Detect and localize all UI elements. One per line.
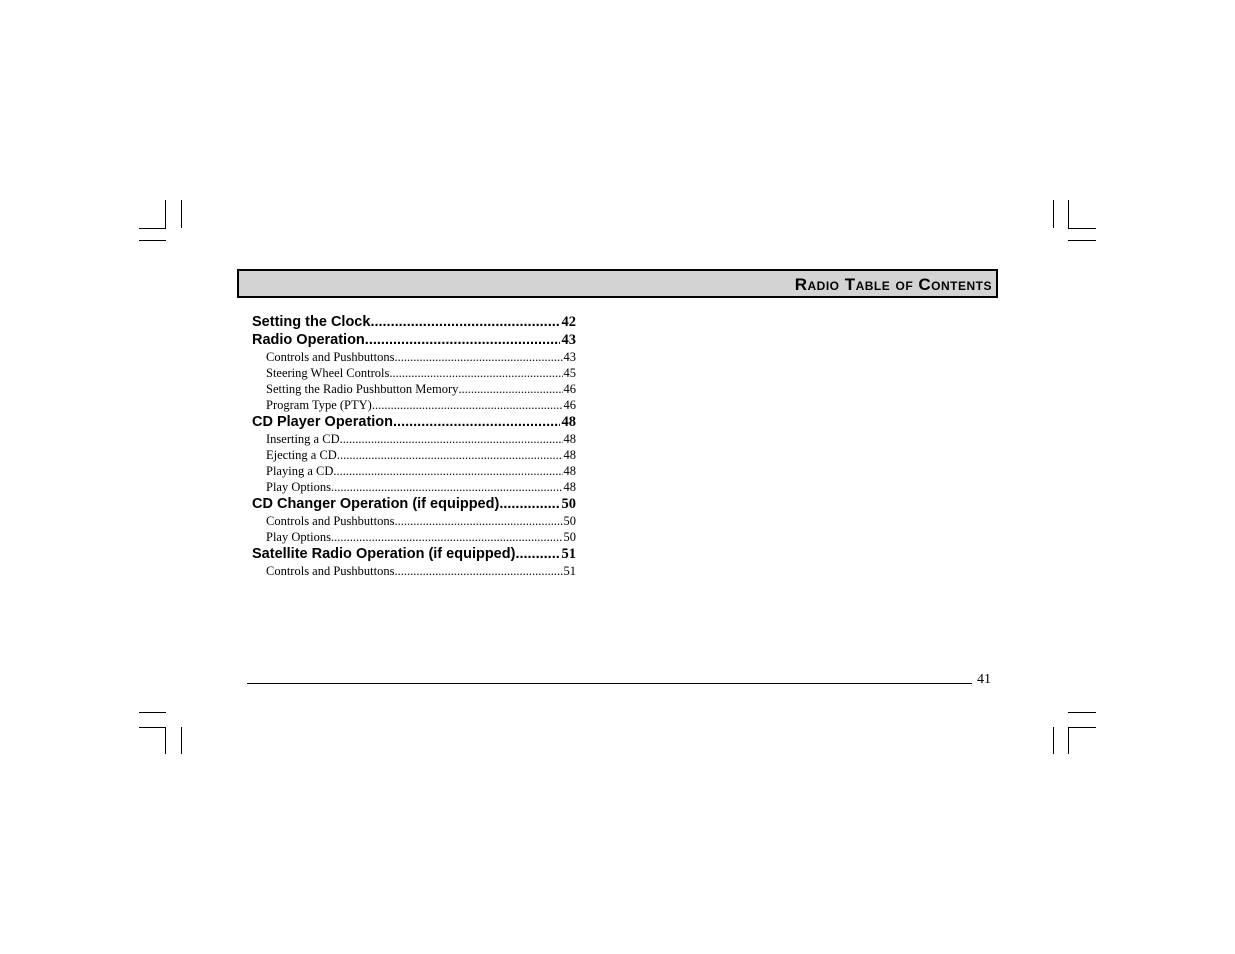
section-header-bar (237, 269, 998, 298)
crop-mark-bottom-left-horizontal (139, 712, 166, 713)
toc-entry-label: Play Options (266, 480, 331, 494)
toc-entry-page: 45 (563, 366, 576, 380)
toc-section-entry[interactable] (252, 545, 576, 563)
toc-entry-label: Program Type (PTY) (266, 398, 372, 412)
toc-dot-leader (389, 365, 562, 381)
toc-subentry[interactable] (252, 447, 576, 463)
toc-entry-page: 51 (563, 564, 576, 578)
crop-mark-top-right-vertical-outer (1053, 200, 1054, 228)
toc-subentry[interactable] (252, 381, 576, 397)
toc-entry-label: Controls and Pushbuttons (266, 514, 395, 528)
toc-dot-leader (331, 479, 563, 495)
crop-mark-top-right-horizontal (1068, 240, 1096, 241)
crop-mark-bottom-right-vertical-outer (1053, 727, 1054, 754)
toc-dot-leader (331, 529, 563, 545)
crop-mark-top-right-vertical (1068, 200, 1069, 228)
crop-mark-bottom-right-vertical (1068, 727, 1069, 754)
toc-subentry[interactable] (252, 479, 576, 495)
toc-subentry[interactable] (252, 513, 576, 529)
toc-section-entry[interactable] (252, 413, 576, 431)
toc-entry-page: 48 (563, 480, 576, 494)
toc-entry-page: 48 (563, 448, 576, 462)
toc-dot-leader (370, 313, 559, 331)
toc-entry-label: Controls and Pushbuttons (266, 350, 395, 364)
toc-dot-leader (499, 495, 559, 513)
toc-dot-leader (458, 381, 562, 397)
toc-entry-label: CD Changer Operation (if equipped) (252, 496, 500, 512)
toc-dot-leader (393, 413, 559, 431)
crop-mark-bottom-left-vertical (165, 727, 166, 754)
toc-dot-leader (515, 545, 559, 563)
crop-mark-top-left-vertical-outer (181, 200, 182, 228)
toc-dot-leader (395, 349, 563, 365)
toc-entry-label: Playing a CD (266, 464, 334, 478)
toc-dot-leader (333, 463, 562, 479)
toc-entry-page: 42 (561, 314, 576, 330)
toc-entry-page: 50 (563, 530, 576, 544)
page-number: 41 (977, 672, 991, 687)
toc-entry-page: 43 (563, 350, 576, 364)
toc-entry-label: Ejecting a CD (266, 448, 337, 462)
crop-mark-top-left-horizontal-short (139, 228, 166, 229)
toc-section-entry[interactable] (252, 331, 576, 349)
toc-entry-label: Setting the Radio Pushbutton Memory (266, 382, 459, 396)
toc-entry-page: 48 (563, 432, 576, 446)
crop-mark-bottom-left-vertical-outer (181, 727, 182, 754)
toc-entry-page: 51 (561, 546, 576, 562)
toc-entry-page: 48 (561, 414, 576, 430)
toc-subentry[interactable] (252, 349, 576, 365)
toc-dot-leader (365, 331, 560, 349)
crop-mark-top-left-horizontal (139, 240, 166, 241)
toc-dot-leader (395, 563, 563, 579)
toc-entry-page: 46 (563, 382, 576, 396)
crop-mark-bottom-right-horizontal-short (1068, 727, 1096, 728)
table-of-contents (252, 313, 576, 579)
toc-entry-page: 46 (563, 398, 576, 412)
crop-mark-bottom-right-horizontal (1068, 712, 1096, 713)
toc-subentry[interactable] (252, 463, 576, 479)
toc-dot-leader (395, 513, 563, 529)
toc-entry-page: 43 (561, 332, 576, 348)
toc-entry-label: Play Options (266, 530, 331, 544)
toc-dot-leader (372, 397, 563, 413)
toc-subentry[interactable] (252, 563, 576, 579)
toc-entry-label: Satellite Radio Operation (if equipped) (252, 546, 516, 562)
section-title: Radio Table of Contents (794, 275, 992, 294)
toc-entry-page: 50 (563, 514, 576, 528)
toc-entry-label: Setting the Clock (252, 314, 371, 330)
toc-section-entry[interactable] (252, 495, 576, 513)
toc-entry-page: 48 (563, 464, 576, 478)
toc-entry-label: CD Player Operation (252, 414, 394, 430)
toc-entry-label: Steering Wheel Controls (266, 366, 390, 380)
toc-entry-label: Inserting a CD (266, 432, 340, 446)
toc-entry-label: Radio Operation (252, 332, 365, 348)
toc-section-entry[interactable] (252, 313, 576, 331)
toc-subentry[interactable] (252, 529, 576, 545)
crop-mark-top-left-vertical (165, 200, 166, 228)
toc-subentry[interactable] (252, 365, 576, 381)
toc-entry-page: 50 (561, 496, 576, 512)
toc-subentry[interactable] (252, 431, 576, 447)
crop-mark-bottom-left-horizontal-short (139, 727, 166, 728)
crop-mark-top-right-horizontal-short (1068, 228, 1096, 229)
toc-subentry[interactable] (252, 397, 576, 413)
toc-dot-leader (337, 447, 563, 463)
toc-dot-leader (340, 431, 563, 447)
footer-rule (247, 683, 972, 684)
toc-entry-label: Controls and Pushbuttons (266, 564, 395, 578)
